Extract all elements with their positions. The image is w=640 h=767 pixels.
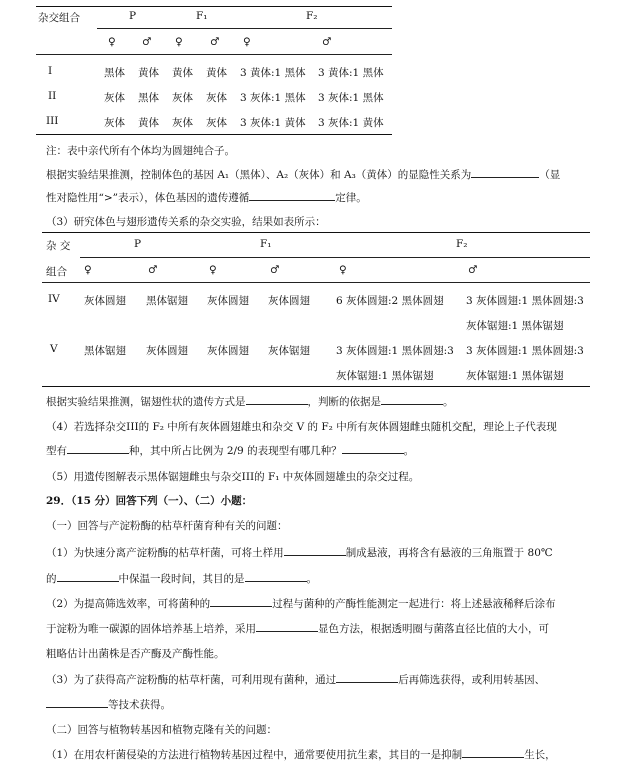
q2-line2: 性对隐性用“>”表示），体色基因的遗传遵循 定律。	[46, 192, 367, 204]
table1-header-rule	[97, 28, 392, 29]
table1-bottom-rule	[36, 134, 392, 135]
table2-header-group: 组合	[46, 266, 67, 278]
q5-line: （5）用遗传图解表示黑体锯翅雌虫与杂交III的 F₁ 中灰体圆翅雄虫的杂交过程。	[46, 471, 420, 483]
answer-blank[interactable]	[336, 672, 398, 683]
answer-blank[interactable]	[57, 571, 119, 582]
table2-header-rule	[80, 257, 590, 258]
table1-header-combo: 杂交组合	[38, 12, 80, 24]
answer-blank[interactable]	[342, 443, 404, 454]
table1-sex-female: ♀	[108, 36, 116, 48]
answer-blank[interactable]	[46, 697, 108, 708]
table2-header-combo: 杂 交	[46, 240, 71, 252]
q3b-line: 根据实验结果推测，锯翅性状的遗传方式是 ，判断的依据是 。	[46, 396, 454, 408]
s1q2-line3: 粗略估计出菌株是否产酶及产酶性能。	[46, 648, 225, 660]
table2-sex-female: ♀	[209, 264, 217, 276]
q4-line1: （4）若选择杂交III的 F₂ 中所有灰体圆翅雄虫和杂交 V 的 F₂ 中所有灰体圆翅雌虫随机交配，理论上子代表现	[46, 421, 557, 433]
table1-top-rule	[36, 6, 392, 7]
table2-sex-female: ♀	[84, 264, 92, 276]
answer-blank[interactable]	[245, 571, 307, 582]
answer-blank[interactable]	[210, 596, 272, 607]
s1q2-line1: （2）为提高筛选效率，可将菌种的 过程与菌种的产酶性能测定一起进行：将上述悬液稀释后涂布	[46, 598, 556, 610]
table2-sex-male: ♂	[270, 264, 280, 276]
answer-blank[interactable]	[67, 443, 129, 454]
answer-blank[interactable]	[381, 394, 443, 405]
table1-sex-male: ♂	[210, 36, 220, 48]
s1q1-line1: （1）为快速分离产淀粉酶的枯草杆菌，可将土样用 制成悬液，再将含有悬液的三角瓶置于 80℃	[46, 547, 553, 559]
table1-sex-female: ♀	[243, 36, 251, 48]
q2-line1: 根据实验结果推测，控制体色的基因 A₁（黑体）、A₂（灰体）和 A₃（黄体）的显隐性关系为 （显	[46, 169, 561, 181]
table2-header-f2: F₂	[456, 238, 468, 250]
section2-heading: （二）回答与植物转基因和植物克隆有关的问题：	[46, 724, 277, 736]
answer-blank[interactable]	[284, 545, 346, 556]
answer-blank[interactable]	[256, 621, 318, 632]
table2-top-rule	[42, 232, 590, 233]
table1-header-f1: F₁	[196, 10, 208, 22]
s1q2-line2: 于淀粉为唯一碳源的固体培养基上培养，采用 显色方法，根据透明圈与菌落直径比值的大小，可	[46, 623, 549, 635]
s1q3-line1: （3）为了获得高产淀粉酶的枯草杆菌，可利用现有菌种，通过 后再筛选获得，或利用转基因、	[46, 674, 546, 686]
table2-sex-female: ♀	[339, 264, 347, 276]
answer-blank[interactable]	[462, 747, 524, 758]
answer-blank[interactable]	[471, 167, 539, 178]
q4-line2: 型有 种，其中所占比例为 2/9 的表现型有哪几种？ 。	[46, 445, 415, 457]
s1q3-line2: 等技术获得。	[46, 697, 640, 712]
q29-heading: 29．（15 分）回答下列（一）、（二）小题：	[46, 495, 253, 507]
q3-intro: （3）研究体色与翅形遗传关系的杂交实验，结果如表所示：	[46, 216, 326, 228]
table1-sex-male: ♂	[322, 36, 332, 48]
answer-blank[interactable]	[246, 394, 308, 405]
table1-sex-female: ♀	[175, 36, 183, 48]
table2-header-f1: F₁	[260, 238, 272, 250]
table2-bottom-rule	[42, 386, 590, 387]
table1-sex-male: ♂	[142, 36, 152, 48]
table2-header-p: P	[134, 238, 142, 250]
table2-subheader-rule	[42, 282, 590, 283]
s2q1-line1: （1）在用农杆菌侵染的方法进行植物转基因过程中，通常要使用抗生素，其目的一是抑制 生长，	[46, 749, 556, 761]
table1-note: 注：表中亲代所有个体均为圆翅纯合子。	[46, 145, 235, 157]
answer-blank[interactable]	[249, 190, 335, 201]
table1-header-p: P	[129, 10, 137, 22]
table1-subheader-rule	[36, 54, 392, 55]
table2-sex-male: ♂	[148, 264, 158, 276]
table2-sex-male: ♂	[468, 264, 478, 276]
s1q1-line2: 的 中保温一段时间，其目的是 。	[46, 573, 317, 585]
section1-heading: （一）回答与产淀粉酶的枯草杆菌育种有关的问题：	[46, 520, 288, 532]
table1-header-f2: F₂	[306, 10, 318, 22]
